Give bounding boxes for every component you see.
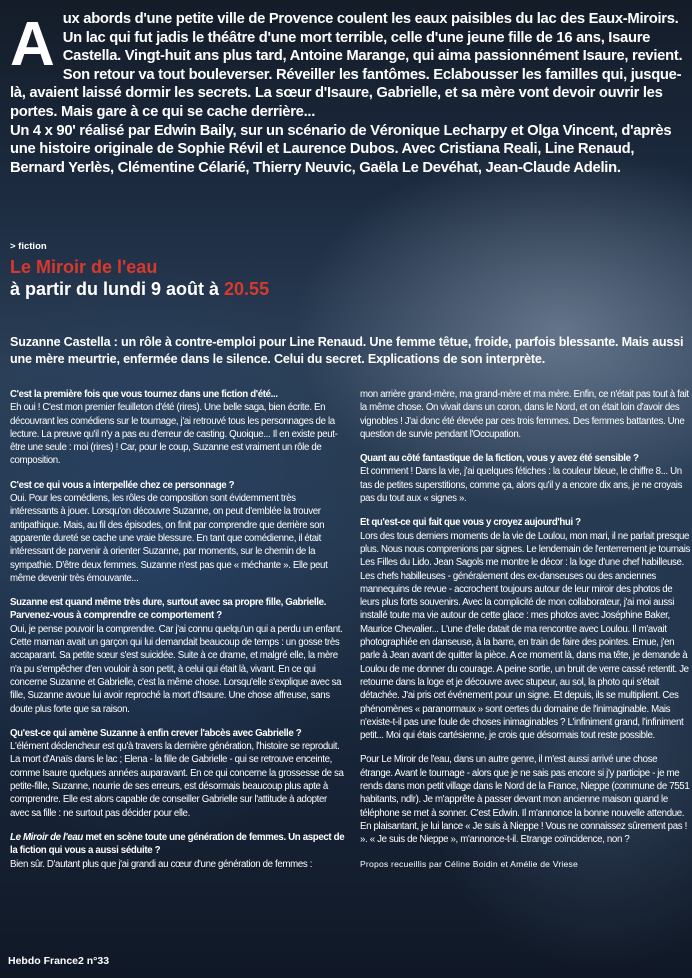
qa-block — [10, 831, 345, 871]
interview-credits: Propos recueillis par Céline Boidin et Amélie de Vriese — [360, 858, 578, 869]
answer: Et comment ! Dans la vie, j'ai quelques fétiches : la couleur bleue, le chiffre 8... Un tas de petites superstitions, comme ça, alors qu'il y a encore dix ans, je ne croyais pas du tout aux « signes ». — [360, 466, 683, 505]
schedule-text: à partir du lundi 9 août à — [10, 279, 225, 299]
show-title: Le Miroir de l'eau — [10, 257, 158, 277]
answer: Lors des tous derniers moments de la vie de Loulou, mon mari, il ne parlait presque plus. Nous nous comprenions par signes. Le lendemain de l'enterrement je tournais Les Filles du Lido. Jean Sagols me montre le décor : la loge d'une chef habilleuse. Les chefs habilleuses - généralement des ex-danseuses ou des anciennes mannequins de revue - accrochent toujours autour de leur miroir des photos de leurs plus forts souvenirs. Avec la complicité de mon collaborateur, j'ai moi aussi installé toute ma vie autour de cette glace : mes photos avec Joséphine Baker, Maurice Chevalier... L'une d'elle datait de ma rencontre avec Loulou. Il m'avait photographiée en danseuse, à la barre, en train de faire des pointes. Emue, j'en parle à Jean avant de quitter la pièce. A ce moment là, dans ma tête, je demande à Loulou de me donner du courage. A peine sortie, un bruit de verre cassé retentit. Je retourne dans la loge et je découvre avec stupeur, au sol, la photo qui s'était détachée. J'ai pris cet événement pour un signe. Et depuis, ils se multiplient. Ces phénomènes « paranormaux » sont certes du domaine de l'inimaginable. Mais n'existe-t-il pas une foule de choses inimaginables ? L'infiniment grand, l'infiniment petit... Moi qui étais cartésienne, je crois que désormais tout reste possible. — [360, 530, 690, 742]
show-schedule — [10, 278, 269, 300]
drop-cap: A — [10, 10, 55, 79]
section-kicker: > fiction — [10, 241, 47, 252]
answer: Eh oui ! C'est mon premier feuilleton d'été (rires). Une belle saga, bien écrite. En découvrant les comédiens sur le tournage, j'ai retrouvé tous les personnages de la lecture. La preuve qu'il n'y a pas eu d'erreur de casting. Quoique... Il en existe peut-être une seule : moi (rires) ! Car, pour le coup, Suzanne est vraiment un rôle de composition. — [10, 402, 338, 467]
answer: L'élément déclencheur est qu'à travers la dernière génération, l'histoire se reproduit. La mort d'Anaïs dans le lac ; Elena - la fille de Gabrielle - qui se retrouve enceinte, comme Isaure quelques années auparavant. En ce qui concerne la grossesse de sa petite-fille, Suzanne, nourrie de ses erreurs, est désormais beaucoup plus apte à comprendre. Elle est alors capable de conseiller Gabrielle sur l'attitude à adopter avec sa fille : ne surtout pas décider pour elle. — [10, 741, 344, 819]
broadcast-hour: 20.55 — [224, 279, 270, 299]
answer: Pour Le Miroir de l'eau, dans un autre genre, il m'est aussi arrivé une chose étrange. Avant le tournage - alors que je ne sais pas encore si j'y participe - je me rends dans mon petit village dans le Nord de la France, Nieppe (commune de 7551 habitants, ndlr). Je m'apprête à passer devant mon ancienne maison quand le téléphone se met à sonner. C'est Edwin. Il m'annonce la bonne nouvelle attendue. En plaisantant, je lui lance « Je suis à Nieppe ! Vous ne connaissez sûrement pas ! ». « Je suis de Nieppe », m'annonce-t-il. Etrange coïncidence, non ? — [360, 754, 690, 846]
magazine-issue: Hebdo France2 n°33 — [8, 955, 110, 967]
answer-continued: mon arrière grand-mère, ma grand-mère et ma mère. Enfin, ce n'était pas tout à fait la même chose. On vivait dans un coron, dans le Nord, et on était loin d'avoir des vignobles ! J'ai donc été élevée par ces trois femmes. Des femmes battantes. Une question de survie pendant l'Occupation. — [360, 389, 689, 440]
answer: Oui. Pour les comédiens, les rôles de composition sont évidemment très intéressants à jouer. Lorsqu'on découvre Suzanne, on peut d'emblée la trouver antipathique. Mais, au fil des épisodes, on finit par comprendre que derrière son apparente dureté se cache une vraie blessure. En tant que comédienne, il était intéressant de parvenir à orienter Suzanne, par moments, sur le chemin de la sympathie. D'être deux femmes. Suzanne n'est pas que « méchante ». Elle peut même devenir très émouvante... — [10, 493, 328, 584]
intro-block — [10, 10, 690, 177]
question: Et qu'est-ce qui fait que vous y croyez aujourd'hui ? — [360, 517, 581, 529]
question — [10, 831, 345, 858]
answer-paragraph — [360, 753, 690, 846]
question: Qu'est-ce qui amène Suzanne à enfin crever l'abcès avec Gabrielle ? — [10, 727, 302, 739]
question-title-italic: Le Miroir de l'eau — [10, 831, 83, 843]
qa-block — [10, 727, 345, 820]
intro-synopsis: ux abords d'une petite ville de Provence coulent les eaux paisibles du lac des Eaux-Miroirs. Un lac qui fut jadis le théâtre d'une mort terrible, celle d'une jeune fille de 16 ans, Isaure Castella. Vingt-huit ans plus tard, Antoine Marange, qui aima passionnément Isaure, revient. Son retour va tout bouleverser. Réveiller les fantômes. Eclabousser les familles qui, jusque-là, avaient laissé dormir les secrets. La sœur d'Isaure, Gabrielle, et sa mère vont devoir ouvrir les portes. Mais gare à ce qui se cache derrière... — [10, 11, 683, 120]
qa-block — [10, 388, 345, 468]
answer: Bien sûr. D'autant plus que j'ai grandi au cœur d'une génération de femmes : — [10, 858, 313, 870]
question-rest: met en scène toute une génération de femmes. Un aspect de la fiction qui vous a aussi séduite ? — [10, 831, 345, 857]
qa-block — [360, 452, 690, 505]
question: C'est la première fois que vous tournez dans une fiction d'été... — [10, 389, 278, 400]
question: C'est ce qui vous a interpellée chez ce personnage ? — [10, 479, 235, 491]
program-info — [10, 241, 269, 300]
question: Quant au côté fantastique de la fiction, vous y avez été sensible ? — [360, 453, 639, 465]
interview-column-right — [360, 388, 690, 882]
qa-block — [360, 516, 690, 742]
article-lead: Suzanne Castella : un rôle à contre-emploi pour Line Renaud. Une femme têtue, froide, parfois blessante. Mais aussi une mère meurtrie, enfermée dans le silence. Celui du secret. Explications de son interprète. — [10, 335, 684, 366]
qa-block — [10, 596, 345, 716]
intro-summary — [10, 10, 690, 177]
question: Suzanne est quand même très dure, surtout avec sa propre fille, Gabrielle. Parvenez-vous à comprendre ce comportement ? — [10, 597, 326, 622]
interview-column-left — [10, 388, 345, 882]
qa-block — [10, 479, 345, 585]
answer: Oui, je pense pouvoir la comprendre. Car j'ai connu quelqu'un qui a perdu un enfant. Cette maman avait un garçon qui lui demandait beaucoup de temps : un gosse très accaparant. Sa petite sœur s'est suicidée. Suite à ce drame, et malgré elle, la mère n'a pu s'empêcher d'en vouloir à son petit, à celui qui était là, vivant. En ce qui concerne Suzanne et Gabrielle, c'est la même chose. Lorsqu'elle s'explique avec sa fille, Suzanne avoue lui avoir reproché la mort d'Isaure. Une chose affreuse, sans doute plus forte que sa raison. — [10, 623, 343, 715]
intro-credits: Un 4 x 90' réalisé par Edwin Baily, sur un scénario de Véronique Lecharpy et Olga Vincent, d'après une histoire originale de Sophie Révil et Laurence Dubos. Avec Cristiana Reali, Line Renaud, Bernard Yerlès, Clémentine Célarié, Thierry Neuvic, Gaëla Le Devéhat, Jean-Claude Adelin. — [10, 122, 672, 176]
